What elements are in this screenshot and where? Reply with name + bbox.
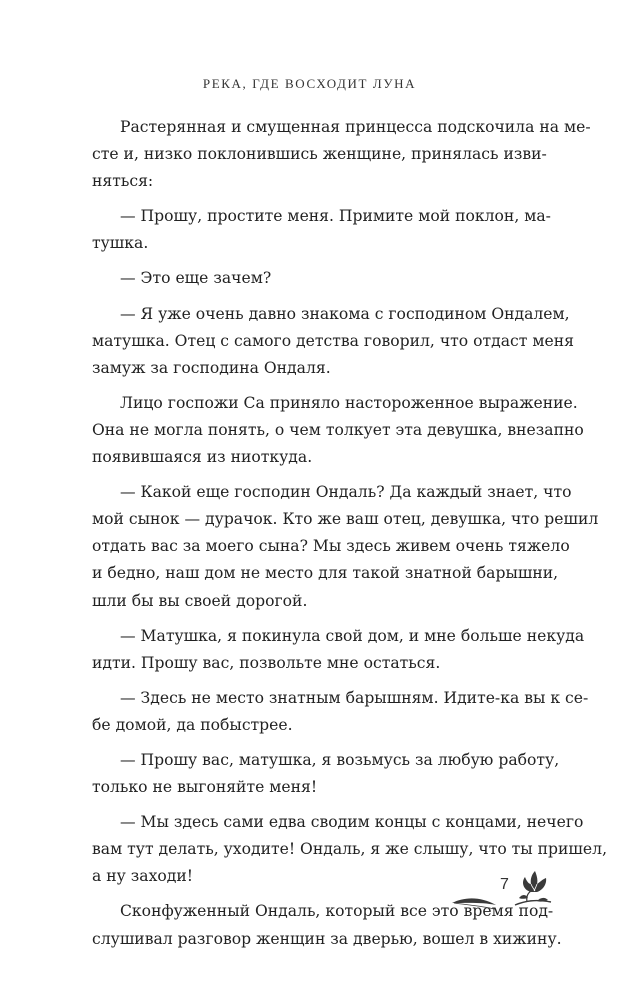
text-line: матушка. Отец с самого детства говорил, что отдаст меня (92, 331, 574, 350)
text-line: сте и, низко поклонившись женщине, принялась изви- (92, 145, 547, 164)
body-text (92, 114, 608, 953)
text-line: — Я уже очень давно знакома с господином Ондалем, (120, 304, 570, 323)
text-line: только не выгоняйте меня! (92, 778, 318, 797)
text-line: — Матушка, я покинула свой дом, и мне больше некуда (120, 626, 585, 645)
text-line: Она не могла понять, о чем толкует эта девушка, внезапно (92, 420, 584, 439)
text-line: мой сынок — дурачок. Кто же ваш отец, девушка, что решил (92, 510, 599, 529)
text-line: отдать вас за моего сына? Мы здесь живем очень тяжело (92, 537, 570, 556)
text-line: Растерянная и смущенная принцесса подскочила на ме- (120, 118, 591, 136)
text-line: шли бы вы своей дорогой. (92, 591, 308, 610)
text-line: — Прошу вас, матушка, я возьмусь за любую работу, (120, 750, 560, 769)
text-line: бе домой, да побыстрее. (92, 715, 293, 734)
text-line: а ну заходи! (92, 867, 194, 886)
text-line: и бедно, наш дом не место для такой знатной барышни, (92, 564, 559, 583)
text-line: — Мы здесь сами едва сводим концы с концами, нечего (120, 813, 584, 832)
flower-icon (513, 868, 553, 910)
text-line: появившаяся из ниоткуда. (92, 448, 313, 467)
text-line: тушка. (92, 234, 149, 253)
text-line: — Здесь не место знатным барышням. Идите-ка вы к се- (120, 688, 589, 707)
text-line: няться: (92, 172, 154, 191)
text-line: — Какой еще господин Ондаль? Да каждый знает, что (120, 483, 572, 502)
text-line: вам тут делать, уходите! Ондаль, я же слышу, что ты пришел, (92, 840, 608, 859)
text-line: Сконфуженный Ондаль, который все это время под- (120, 902, 554, 921)
text-line: замуж за господина Ондаля. (92, 358, 331, 377)
text-line: идти. Прошу вас, позвольте мне остаться. (92, 653, 441, 672)
text-line: — Прошу, простите меня. Примите мой поклон, ма- (120, 207, 551, 226)
leaf-icon (450, 893, 498, 913)
page-number: 7 (500, 876, 509, 893)
text-line: Лицо госпожи Са приняло настороженное выражение. (120, 393, 578, 412)
running-title: РЕКА, ГДЕ ВОСХОДИТ ЛУНА (202, 76, 417, 91)
text-line: слушивал разговор женщин за дверью, вошел в хижину. (92, 929, 562, 948)
text-line: — Это еще зачем? (120, 269, 272, 288)
